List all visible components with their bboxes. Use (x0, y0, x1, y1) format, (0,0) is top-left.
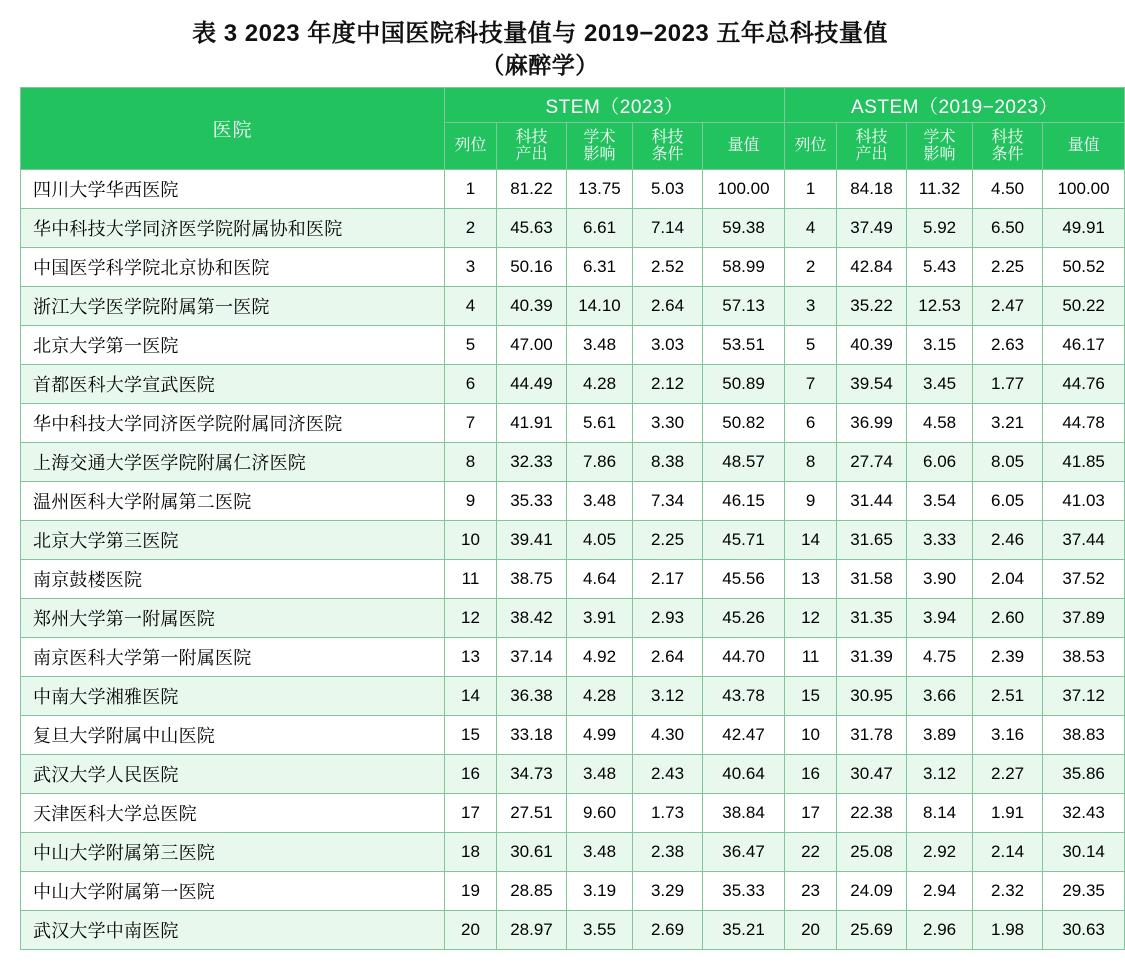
table-row (21, 326, 1125, 365)
stem-rank: 8 (445, 443, 497, 482)
astem-impact: 3.12 (907, 755, 973, 794)
stem-output: 28.85 (497, 872, 567, 911)
stem-conditions: 2.25 (633, 521, 703, 560)
stem-conditions: 5.03 (633, 170, 703, 209)
table-title (0, 0, 1080, 87)
table-row (21, 482, 1125, 521)
hospital-name: 华中科技大学同济医学院附属同济医院 (21, 404, 445, 443)
astem-value: 50.22 (1043, 287, 1125, 326)
astem-impact: 4.75 (907, 638, 973, 677)
stem-value: 46.15 (703, 482, 785, 521)
astem-output: 31.44 (837, 482, 907, 521)
hospital-name: 天津医科大学总医院 (21, 794, 445, 833)
table-row (21, 872, 1125, 911)
astem-rank: 1 (785, 170, 837, 209)
astem-output: 35.22 (837, 287, 907, 326)
astem-value: 30.63 (1043, 911, 1125, 950)
stem-value: 35.33 (703, 872, 785, 911)
astem-value: 100.00 (1043, 170, 1125, 209)
table-row (21, 716, 1125, 755)
astem-output: 31.58 (837, 560, 907, 599)
stem-impact: 6.61 (567, 209, 633, 248)
astem-conditions: 2.27 (973, 755, 1043, 794)
stem-rank: 6 (445, 365, 497, 404)
astem-output: 25.08 (837, 833, 907, 872)
stem-impact: 4.92 (567, 638, 633, 677)
header-stem-rank: 列位 (445, 123, 497, 170)
stem-output: 27.51 (497, 794, 567, 833)
table-row (21, 209, 1125, 248)
stem-rank: 18 (445, 833, 497, 872)
astem-output: 42.84 (837, 248, 907, 287)
header-astem-conditions: 科技 条件 (973, 123, 1043, 170)
astem-rank: 5 (785, 326, 837, 365)
astem-rank: 20 (785, 911, 837, 950)
astem-conditions: 1.77 (973, 365, 1043, 404)
astem-rank: 10 (785, 716, 837, 755)
stem-output: 28.97 (497, 911, 567, 950)
stem-value: 42.47 (703, 716, 785, 755)
astem-output: 25.69 (837, 911, 907, 950)
stem-value: 38.84 (703, 794, 785, 833)
astem-conditions: 2.32 (973, 872, 1043, 911)
astem-rank: 11 (785, 638, 837, 677)
astem-conditions: 2.51 (973, 677, 1043, 716)
astem-value: 37.12 (1043, 677, 1125, 716)
astem-impact: 2.92 (907, 833, 973, 872)
astem-value: 30.14 (1043, 833, 1125, 872)
stem-output: 40.39 (497, 287, 567, 326)
astem-value: 35.86 (1043, 755, 1125, 794)
astem-rank: 6 (785, 404, 837, 443)
astem-rank: 14 (785, 521, 837, 560)
table-row (21, 599, 1125, 638)
header-stem-output: 科技 产出 (497, 123, 567, 170)
astem-rank: 4 (785, 209, 837, 248)
astem-value: 37.89 (1043, 599, 1125, 638)
hospital-name: 南京鼓楼医院 (21, 560, 445, 599)
stem-value: 58.99 (703, 248, 785, 287)
astem-rank: 7 (785, 365, 837, 404)
astem-rank: 17 (785, 794, 837, 833)
table-row (21, 755, 1125, 794)
astem-conditions: 2.60 (973, 599, 1043, 638)
astem-output: 31.35 (837, 599, 907, 638)
header-stem-value: 量值 (703, 123, 785, 170)
stem-impact: 4.28 (567, 365, 633, 404)
stem-rank: 14 (445, 677, 497, 716)
stem-value: 59.38 (703, 209, 785, 248)
hospital-name: 北京大学第三医院 (21, 521, 445, 560)
astem-conditions: 2.25 (973, 248, 1043, 287)
stem-output: 34.73 (497, 755, 567, 794)
stem-rank: 19 (445, 872, 497, 911)
stem-conditions: 7.34 (633, 482, 703, 521)
hospital-name: 中山大学附属第三医院 (21, 833, 445, 872)
astem-impact: 2.96 (907, 911, 973, 950)
astem-conditions: 1.91 (973, 794, 1043, 833)
stem-conditions: 3.29 (633, 872, 703, 911)
astem-impact: 5.92 (907, 209, 973, 248)
stem-value: 50.82 (703, 404, 785, 443)
table-row (21, 170, 1125, 209)
stem-output: 44.49 (497, 365, 567, 404)
table-container (0, 87, 1110, 950)
stem-value: 50.89 (703, 365, 785, 404)
stem-conditions: 2.12 (633, 365, 703, 404)
hospital-name: 武汉大学中南医院 (21, 911, 445, 950)
stem-value: 40.64 (703, 755, 785, 794)
stem-impact: 14.10 (567, 287, 633, 326)
stem-conditions: 2.93 (633, 599, 703, 638)
stem-conditions: 2.64 (633, 638, 703, 677)
astem-value: 44.76 (1043, 365, 1125, 404)
astem-output: 31.39 (837, 638, 907, 677)
stem-rank: 20 (445, 911, 497, 950)
astem-output: 24.09 (837, 872, 907, 911)
astem-conditions: 8.05 (973, 443, 1043, 482)
hospital-name: 中国医学科学院北京协和医院 (21, 248, 445, 287)
stem-value: 43.78 (703, 677, 785, 716)
astem-value: 41.85 (1043, 443, 1125, 482)
stem-output: 37.14 (497, 638, 567, 677)
astem-value: 29.35 (1043, 872, 1125, 911)
astem-impact: 8.14 (907, 794, 973, 833)
stem-rank: 10 (445, 521, 497, 560)
astem-conditions: 1.98 (973, 911, 1043, 950)
astem-rank: 13 (785, 560, 837, 599)
stem-conditions: 2.52 (633, 248, 703, 287)
hospital-name: 中南大学湘雅医院 (21, 677, 445, 716)
hospital-name: 华中科技大学同济医学院附属协和医院 (21, 209, 445, 248)
stem-rank: 4 (445, 287, 497, 326)
astem-rank: 9 (785, 482, 837, 521)
table-title-main: 表 3 2023 年度中国医院科技量值与 2019−2023 五年总科技量值 (192, 20, 888, 47)
stem-value: 45.71 (703, 521, 785, 560)
table-row (21, 911, 1125, 950)
astem-output: 30.47 (837, 755, 907, 794)
astem-impact: 4.58 (907, 404, 973, 443)
stem-output: 33.18 (497, 716, 567, 755)
stem-impact: 13.75 (567, 170, 633, 209)
stem-value: 45.26 (703, 599, 785, 638)
stem-impact: 6.31 (567, 248, 633, 287)
stem-rank: 3 (445, 248, 497, 287)
hospital-name: 温州医科大学附属第二医院 (21, 482, 445, 521)
stem-impact: 3.48 (567, 482, 633, 521)
sti-ranking-table (20, 87, 1125, 950)
stem-rank: 15 (445, 716, 497, 755)
astem-conditions: 3.16 (973, 716, 1043, 755)
header-stem-impact: 学术 影响 (567, 123, 633, 170)
astem-impact: 3.33 (907, 521, 973, 560)
table-row (21, 833, 1125, 872)
stem-rank: 16 (445, 755, 497, 794)
astem-impact: 2.94 (907, 872, 973, 911)
stem-value: 57.13 (703, 287, 785, 326)
astem-impact: 3.90 (907, 560, 973, 599)
stem-conditions: 1.73 (633, 794, 703, 833)
header-group-astem: ASTEM（2019−2023） (785, 88, 1125, 123)
hospital-name: 复旦大学附属中山医院 (21, 716, 445, 755)
stem-value: 48.57 (703, 443, 785, 482)
hospital-name: 中山大学附属第一医院 (21, 872, 445, 911)
stem-rank: 12 (445, 599, 497, 638)
astem-impact: 3.15 (907, 326, 973, 365)
stem-impact: 3.48 (567, 326, 633, 365)
stem-impact: 4.99 (567, 716, 633, 755)
astem-conditions: 4.50 (973, 170, 1043, 209)
header-astem-value: 量值 (1043, 123, 1125, 170)
table-title-subject: （麻醉学） (481, 52, 599, 79)
table-row (21, 677, 1125, 716)
astem-value: 38.83 (1043, 716, 1125, 755)
astem-value: 46.17 (1043, 326, 1125, 365)
hospital-name: 上海交通大学医学院附属仁济医院 (21, 443, 445, 482)
table-row (21, 794, 1125, 833)
stem-output: 41.91 (497, 404, 567, 443)
stem-impact: 3.19 (567, 872, 633, 911)
table-row (21, 560, 1125, 599)
stem-rank: 5 (445, 326, 497, 365)
stem-output: 30.61 (497, 833, 567, 872)
stem-conditions: 2.17 (633, 560, 703, 599)
header-astem-rank: 列位 (785, 123, 837, 170)
astem-rank: 2 (785, 248, 837, 287)
astem-output: 84.18 (837, 170, 907, 209)
astem-rank: 8 (785, 443, 837, 482)
astem-value: 41.03 (1043, 482, 1125, 521)
stem-output: 38.75 (497, 560, 567, 599)
stem-output: 81.22 (497, 170, 567, 209)
stem-output: 36.38 (497, 677, 567, 716)
astem-impact: 11.32 (907, 170, 973, 209)
astem-conditions: 2.39 (973, 638, 1043, 677)
astem-value: 37.52 (1043, 560, 1125, 599)
hospital-name: 北京大学第一医院 (21, 326, 445, 365)
stem-output: 35.33 (497, 482, 567, 521)
astem-conditions: 2.04 (973, 560, 1043, 599)
stem-rank: 13 (445, 638, 497, 677)
header-astem-impact: 学术 影响 (907, 123, 973, 170)
astem-value: 49.91 (1043, 209, 1125, 248)
astem-output: 27.74 (837, 443, 907, 482)
astem-rank: 23 (785, 872, 837, 911)
astem-impact: 3.89 (907, 716, 973, 755)
stem-conditions: 2.38 (633, 833, 703, 872)
stem-output: 50.16 (497, 248, 567, 287)
table-row (21, 521, 1125, 560)
astem-value: 44.78 (1043, 404, 1125, 443)
astem-impact: 5.43 (907, 248, 973, 287)
astem-impact: 3.94 (907, 599, 973, 638)
astem-value: 37.44 (1043, 521, 1125, 560)
stem-rank: 9 (445, 482, 497, 521)
stem-value: 45.56 (703, 560, 785, 599)
astem-impact: 3.45 (907, 365, 973, 404)
table-row (21, 443, 1125, 482)
stem-output: 47.00 (497, 326, 567, 365)
astem-output: 36.99 (837, 404, 907, 443)
header-group-stem: STEM（2023） (445, 88, 785, 123)
astem-conditions: 2.47 (973, 287, 1043, 326)
astem-output: 30.95 (837, 677, 907, 716)
stem-impact: 5.61 (567, 404, 633, 443)
hospital-name: 四川大学华西医院 (21, 170, 445, 209)
astem-impact: 6.06 (907, 443, 973, 482)
table-row (21, 404, 1125, 443)
stem-conditions: 3.12 (633, 677, 703, 716)
astem-impact: 3.66 (907, 677, 973, 716)
stem-conditions: 7.14 (633, 209, 703, 248)
stem-value: 35.21 (703, 911, 785, 950)
table-header (21, 88, 1125, 170)
header-hospital: 医院 (21, 88, 445, 170)
astem-output: 31.65 (837, 521, 907, 560)
astem-rank: 12 (785, 599, 837, 638)
stem-impact: 9.60 (567, 794, 633, 833)
stem-value: 44.70 (703, 638, 785, 677)
astem-output: 31.78 (837, 716, 907, 755)
stem-output: 38.42 (497, 599, 567, 638)
astem-conditions: 2.63 (973, 326, 1043, 365)
hospital-name: 郑州大学第一附属医院 (21, 599, 445, 638)
stem-conditions: 2.43 (633, 755, 703, 794)
table-row (21, 638, 1125, 677)
stem-conditions: 2.64 (633, 287, 703, 326)
stem-impact: 4.05 (567, 521, 633, 560)
hospital-name: 浙江大学医学院附属第一医院 (21, 287, 445, 326)
header-astem-output: 科技 产出 (837, 123, 907, 170)
astem-value: 32.43 (1043, 794, 1125, 833)
astem-rank: 16 (785, 755, 837, 794)
astem-conditions: 2.46 (973, 521, 1043, 560)
stem-rank: 17 (445, 794, 497, 833)
stem-impact: 3.48 (567, 833, 633, 872)
astem-value: 50.52 (1043, 248, 1125, 287)
stem-impact: 3.48 (567, 755, 633, 794)
stem-impact: 4.64 (567, 560, 633, 599)
hospital-name: 武汉大学人民医院 (21, 755, 445, 794)
astem-value: 38.53 (1043, 638, 1125, 677)
astem-conditions: 6.05 (973, 482, 1043, 521)
astem-impact: 3.54 (907, 482, 973, 521)
astem-impact: 12.53 (907, 287, 973, 326)
hospital-name: 南京医科大学第一附属医院 (21, 638, 445, 677)
table-body (21, 170, 1125, 950)
stem-rank: 2 (445, 209, 497, 248)
stem-impact: 3.91 (567, 599, 633, 638)
astem-output: 40.39 (837, 326, 907, 365)
table-row (21, 287, 1125, 326)
stem-impact: 3.55 (567, 911, 633, 950)
astem-conditions: 3.21 (973, 404, 1043, 443)
stem-impact: 4.28 (567, 677, 633, 716)
astem-rank: 3 (785, 287, 837, 326)
header-stem-conditions: 科技 条件 (633, 123, 703, 170)
astem-output: 22.38 (837, 794, 907, 833)
hospital-name: 首都医科大学宣武医院 (21, 365, 445, 404)
stem-value: 100.00 (703, 170, 785, 209)
astem-conditions: 6.50 (973, 209, 1043, 248)
astem-rank: 22 (785, 833, 837, 872)
stem-conditions: 4.30 (633, 716, 703, 755)
header-row-groups (21, 88, 1125, 123)
stem-conditions: 3.30 (633, 404, 703, 443)
stem-rank: 7 (445, 404, 497, 443)
astem-output: 37.49 (837, 209, 907, 248)
stem-conditions: 3.03 (633, 326, 703, 365)
table-row (21, 365, 1125, 404)
stem-rank: 1 (445, 170, 497, 209)
astem-rank: 15 (785, 677, 837, 716)
stem-conditions: 8.38 (633, 443, 703, 482)
stem-conditions: 2.69 (633, 911, 703, 950)
stem-output: 45.63 (497, 209, 567, 248)
stem-impact: 7.86 (567, 443, 633, 482)
stem-value: 36.47 (703, 833, 785, 872)
table-row (21, 248, 1125, 287)
astem-output: 39.54 (837, 365, 907, 404)
stem-rank: 11 (445, 560, 497, 599)
stem-output: 32.33 (497, 443, 567, 482)
astem-conditions: 2.14 (973, 833, 1043, 872)
stem-value: 53.51 (703, 326, 785, 365)
stem-output: 39.41 (497, 521, 567, 560)
